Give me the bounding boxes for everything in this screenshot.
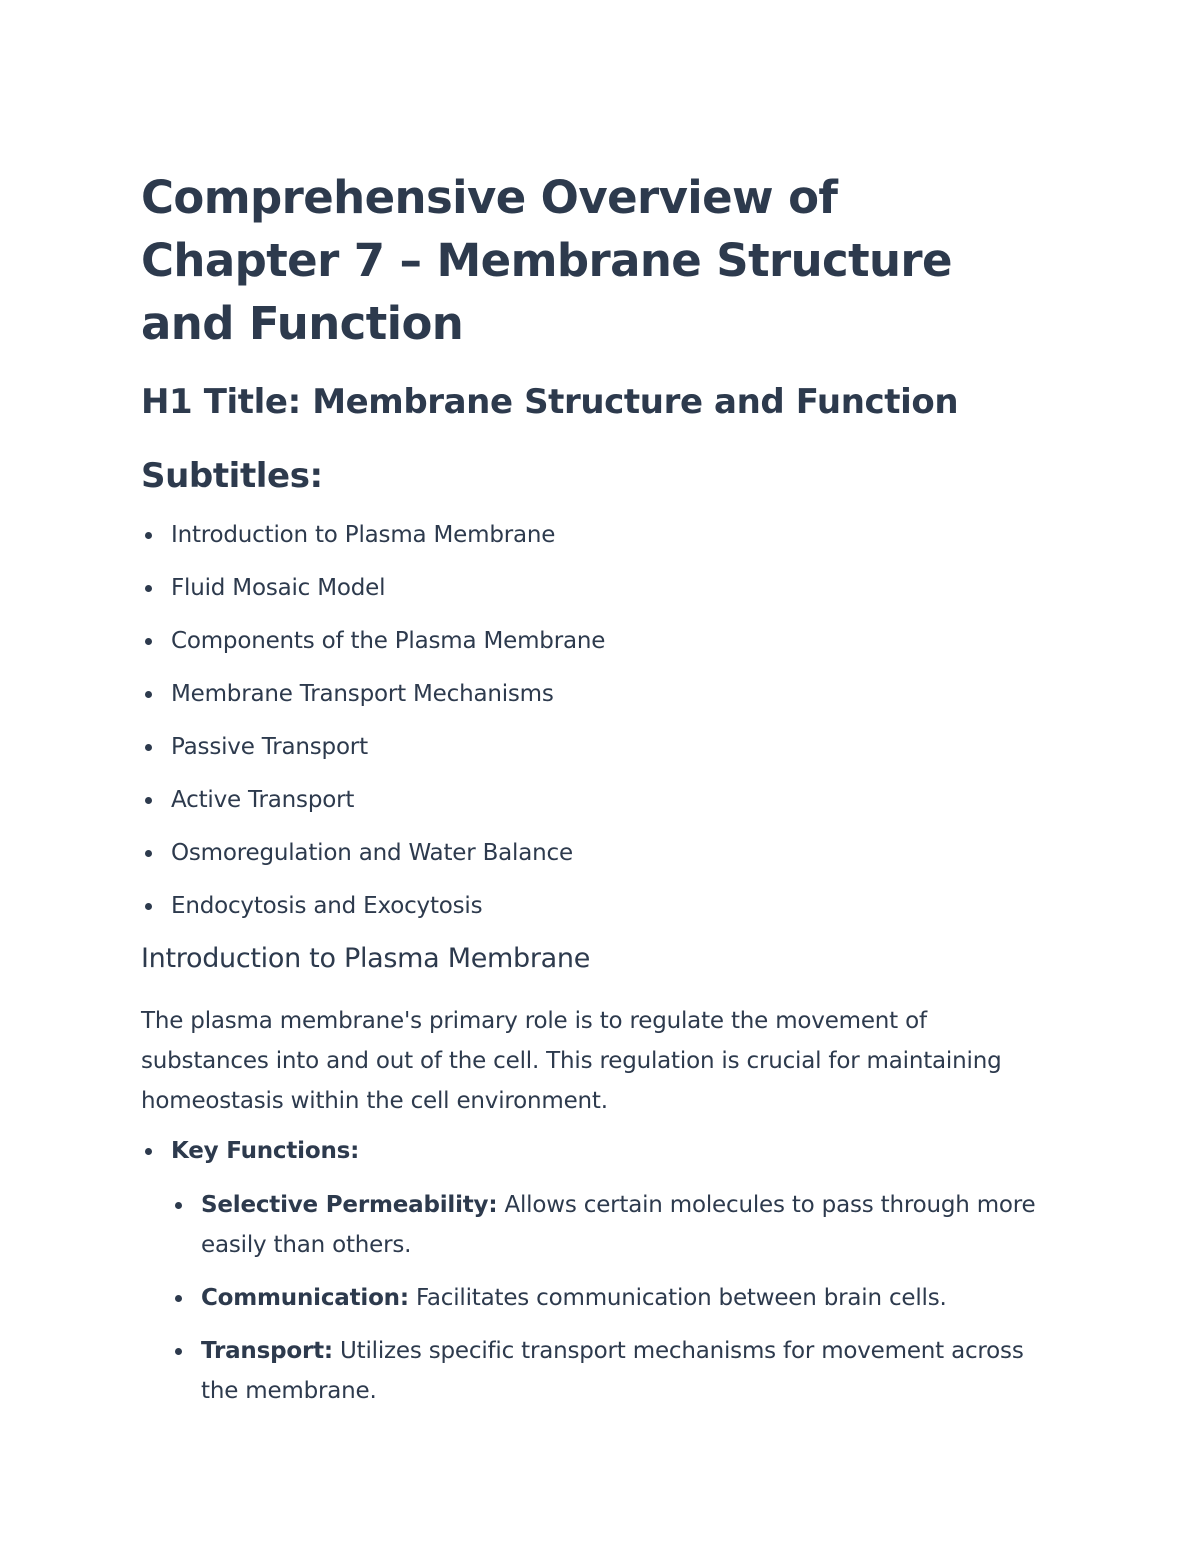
function-term: Selective Permeability: <box>201 1192 498 1218</box>
list-item <box>171 1278 1041 1318</box>
key-functions-label: Key Functions: <box>171 1138 360 1164</box>
subtitle-text: Passive Transport <box>171 734 368 760</box>
list-item <box>141 519 1041 551</box>
bullet-icon <box>175 1202 182 1209</box>
list-item <box>141 784 1041 816</box>
key-functions-item <box>141 1135 1041 1411</box>
bullet-icon <box>145 850 152 857</box>
bullet-icon <box>145 1148 152 1155</box>
subtitle-text: Endocytosis and Exocytosis <box>171 893 483 919</box>
list-item <box>171 1185 1041 1265</box>
bullet-icon <box>145 903 152 910</box>
list-item <box>141 890 1041 922</box>
function-description: Facilitates communication between brain cells. <box>408 1285 947 1311</box>
bullet-icon <box>145 638 152 645</box>
key-functions-sublist <box>171 1185 1041 1411</box>
bullet-icon <box>145 532 152 539</box>
function-description: Allows certain molecules to pass through more easily than others. <box>201 1192 1036 1258</box>
subtitle-text: Introduction to Plasma Membrane <box>171 522 556 548</box>
list-item <box>141 572 1041 604</box>
subtitle-text: Active Transport <box>171 787 355 813</box>
subtitles-heading: Subtitles: <box>141 456 323 496</box>
bullet-icon <box>145 797 152 804</box>
h1-title-heading: H1 Title: Membrane Structure and Function <box>141 382 959 422</box>
bullet-icon <box>145 691 152 698</box>
function-description: Utilizes specific transport mechanisms for movement across the membrane. <box>201 1338 1024 1404</box>
bullet-icon <box>145 744 152 751</box>
list-item <box>141 731 1041 763</box>
section-heading: Introduction to Plasma Membrane <box>141 943 591 974</box>
bullet-icon <box>175 1295 182 1302</box>
subtitle-text: Components of the Plasma Membrane <box>171 628 606 654</box>
bullet-icon <box>145 585 152 592</box>
function-term: Communication: <box>201 1285 409 1311</box>
list-item <box>141 837 1041 869</box>
list-item <box>141 625 1041 657</box>
subtitle-text: Membrane Transport Mechanisms <box>171 681 554 707</box>
key-functions-list <box>141 1135 1041 1411</box>
document-page <box>141 166 1041 1424</box>
function-term: Transport: <box>201 1338 333 1364</box>
list-item <box>171 1331 1041 1411</box>
subtitles-list <box>141 519 1041 922</box>
subtitle-text: Fluid Mosaic Model <box>171 575 386 601</box>
subtitle-text: Osmoregulation and Water Balance <box>171 840 573 866</box>
document-title: Comprehensive Overview of Chapter 7 – Membrane Structure and Function <box>141 171 952 350</box>
intro-paragraph: The plasma membrane's primary role is to regulate the movement of substances into and out of the cell. This regulation is crucial for maintaining homeostasis within the cell environment. <box>141 1008 1002 1114</box>
bullet-icon <box>175 1348 182 1355</box>
list-item <box>141 678 1041 710</box>
